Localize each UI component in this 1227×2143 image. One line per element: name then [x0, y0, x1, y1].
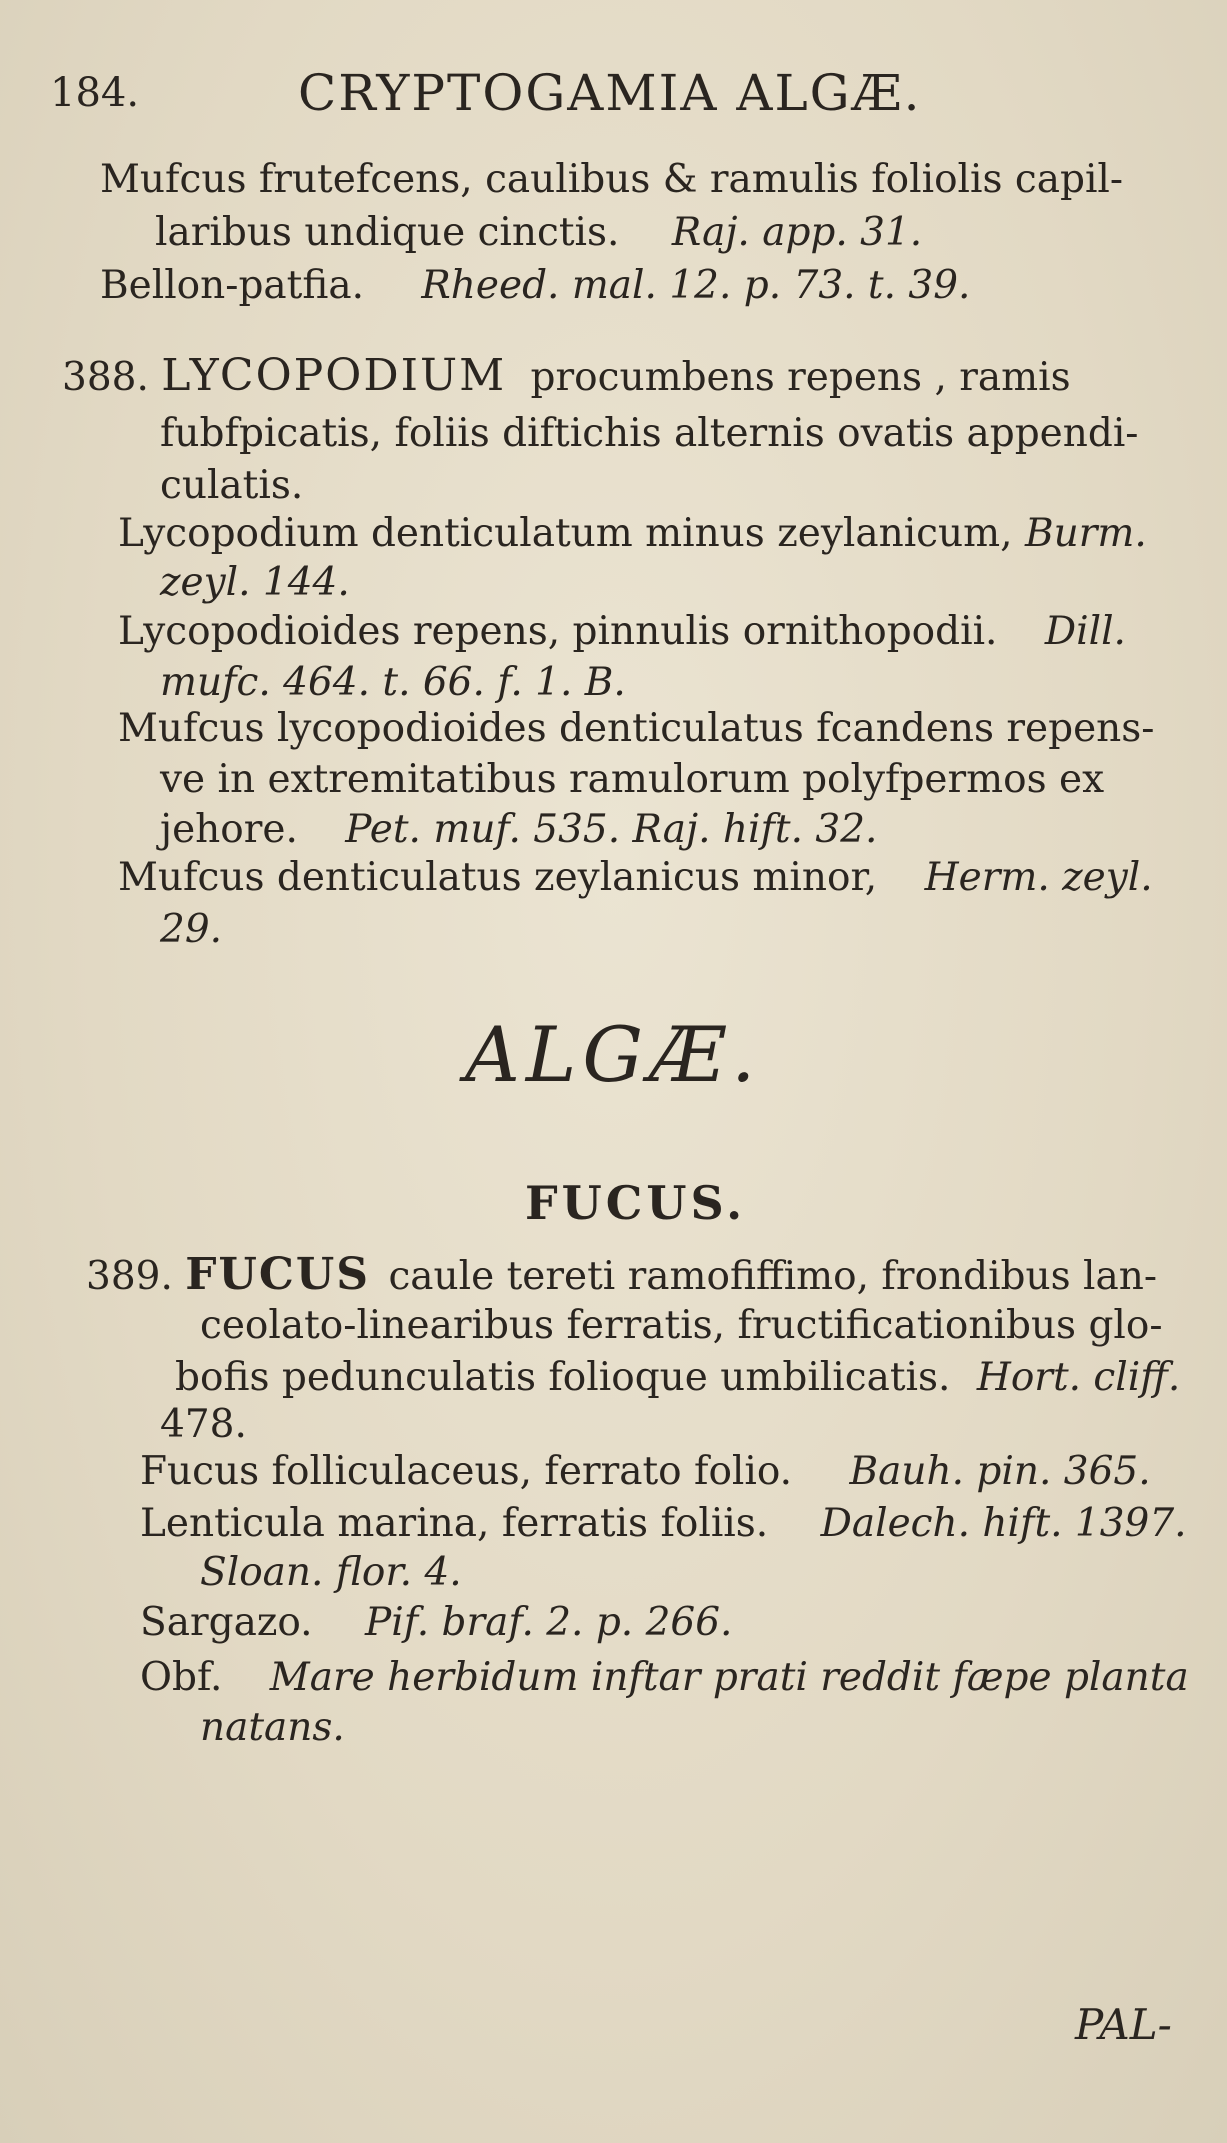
reference: Raj. app. 31.: [671, 210, 923, 255]
reference: Bauh. pin. 365.: [849, 1449, 1151, 1494]
synonym-text: Sargazo.: [140, 1600, 313, 1645]
text-line: [100, 263, 971, 308]
running-head: [50, 64, 1170, 124]
reference: mufc. 464. t. 66. f. 1. B.: [160, 660, 626, 705]
page-number: 184.: [50, 70, 140, 116]
entry-388-heading: [62, 350, 1071, 401]
observation-label: Obf.: [140, 1655, 223, 1700]
text-line: [175, 1355, 1181, 1400]
reference: Burm.: [1024, 511, 1147, 556]
synonym-line: [118, 609, 1126, 654]
diagnosis-text: bofis pedunculatis folioque umbilicatis.: [175, 1355, 951, 1400]
reference: Herm. zeyl.: [924, 855, 1153, 900]
genus-name: LYCOPODIUM: [161, 350, 507, 401]
synonym-line: [140, 1449, 1151, 1494]
synonym-text: Lycopodioides repens, pinnulis ornithopodii.: [118, 609, 998, 654]
diagnosis-text: procumbens repens , ramis: [530, 355, 1071, 400]
synonym-text: laribus undique cinctis.: [155, 210, 620, 255]
text-line: culatis.: [160, 463, 304, 508]
observation-text: Mare herbidum inftar prati reddit fæpe planta: [269, 1655, 1189, 1700]
observation-line: [140, 1655, 1189, 1700]
genus-name: FUCUS: [185, 1249, 371, 1300]
synonym-line: Mufcus lycopodioides denticulatus fcandens repens-: [118, 706, 1155, 751]
text-line: [155, 210, 923, 255]
section-title: ALGÆ.: [465, 1010, 762, 1099]
text-line: fubfpicatis, foliis diftichis alternis ovatis appendi-: [160, 411, 1139, 456]
synonym-text: Mufcus denticulatus zeylanicus minor,: [118, 855, 878, 900]
synonym-line: [140, 1600, 733, 1645]
synonym-text: jehore.: [160, 807, 298, 852]
text-line: Mufcus frutefcens, caulibus & ramulis foliolis capil-: [100, 157, 1124, 202]
reference: Sloan. flor. 4.: [200, 1550, 462, 1595]
entry-number: 389.: [86, 1254, 173, 1299]
synonym-line: [118, 511, 1147, 556]
text-line: ceolato-linearibus ferratis, fructificationibus glo-: [200, 1303, 1163, 1348]
entry-389-heading: [86, 1249, 1158, 1300]
reference: Pet. muf. 535. Raj. hift. 32.: [345, 807, 878, 852]
text-line: [160, 807, 878, 852]
reference: Rheed. mal. 12. p. 73. t. 39.: [421, 263, 971, 308]
reference: Pif. braf. 2. p. 266.: [364, 1600, 733, 1645]
text-line: ve in extremitatibus ramulorum polyfpermos ex: [160, 757, 1105, 802]
running-title: CRYPTOGAMIA ALGÆ.: [298, 64, 922, 122]
catchword: PAL-: [1075, 2000, 1172, 2049]
diagnosis-text: caule tereti ramofiffimo, frondibus lan-: [388, 1254, 1158, 1299]
synonym-text: Lycopodium denticulatum minus zeylanicum,: [118, 511, 1013, 556]
synonym-line: [140, 1501, 1187, 1546]
synonym-line: [118, 855, 1153, 900]
synonym-text: Bellon-patfia.: [100, 263, 365, 308]
reference: Dill.: [1044, 609, 1126, 654]
subsection-title: FUCUS.: [525, 1176, 747, 1230]
reference: 29.: [160, 907, 223, 952]
synonym-text: Fucus folliculaceus, ferrato folio.: [140, 1449, 793, 1494]
text-line: 478.: [160, 1402, 247, 1447]
entry-number: 388.: [62, 355, 149, 400]
synonym-text: Lenticula marina, ferratis foliis.: [140, 1501, 769, 1546]
reference: Dalech. hift. 1397.: [820, 1501, 1187, 1546]
reference: Hort. cliff.: [976, 1355, 1181, 1400]
observation-text: natans.: [200, 1705, 345, 1750]
reference: zeyl. 144.: [160, 560, 350, 605]
